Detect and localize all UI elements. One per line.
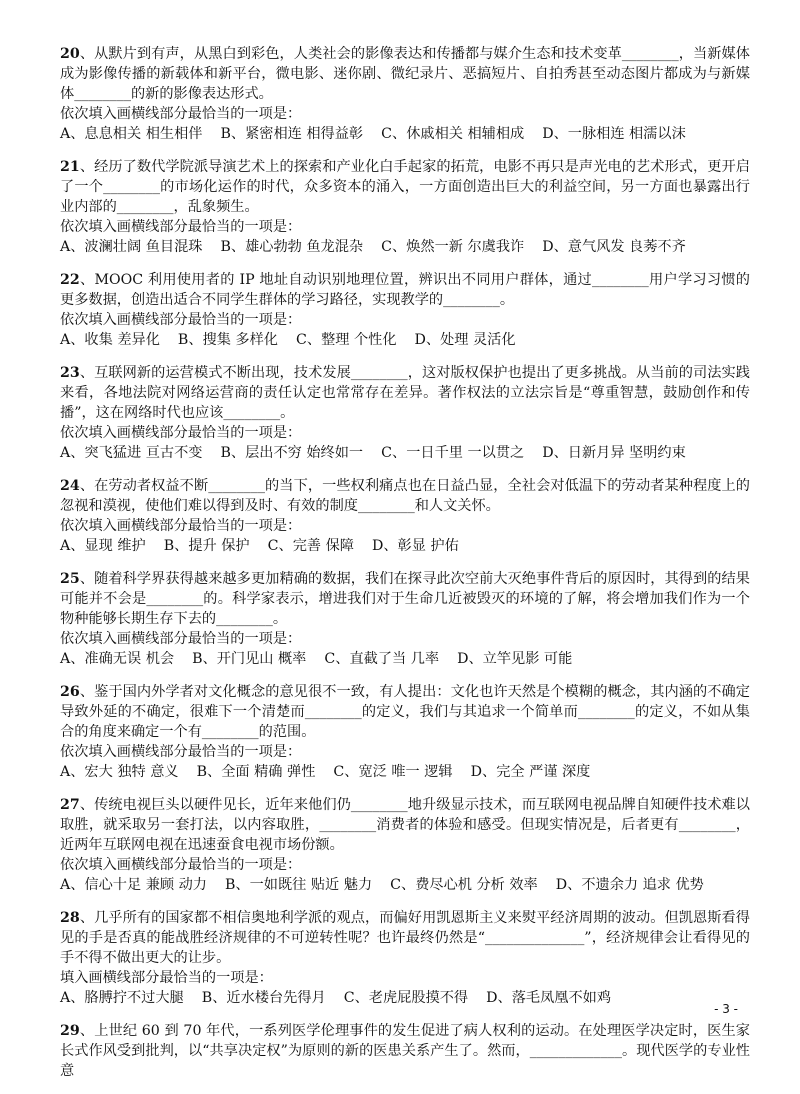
question-prompt: 依次填入画横线部分最恰当的一项是： xyxy=(60,518,302,534)
answer-options: A、收集 差异化 B、搜集 多样化 C、整理 个性化 D、处理 灵活化 xyxy=(60,332,516,348)
stem-text: 、经历了数代学院派导演艺术上的探索和产业化白手起家的拓荒，电影不再只是声光电的艺术形式，更开启了一个________的市场化运作的时代，众多资本的涌入，一方面创造出巨大的利益空间，另一方面也暴露出行业内部的________，乱象频生。 xyxy=(60,159,750,215)
stem-text: 、鉴于国内外学者对文化概念的意见很不一致，有人提出：文化也许天然是个模糊的概念，其内涵的不确定导致外延的不确定，很难下一个清楚而________的定义，我们与其追求一个简单而________的定义，不如从集合的角度来确定一个有________的范围。 xyxy=(60,684,750,740)
question-prompt: 依次填入画横线部分最恰当的一项是： xyxy=(60,631,302,647)
question-28 xyxy=(60,908,750,1008)
question-number: 26 xyxy=(60,684,80,700)
stem-text: 、MOOC 利用使用者的 IP 地址自动识别地理位置，辨识出不同用户群体，通过________用户学习习惯的更多数据，创造出适合不同学生群体的学习路径，实现教学的________。 xyxy=(60,272,750,308)
answer-options: A、信心十足 兼顾 动力 B、一如既往 贴近 魅力 C、费尽心机 分析 效率 D、不遗余力 追求 优势 xyxy=(60,877,704,893)
question-24 xyxy=(60,476,750,556)
answer-options: A、息息相关 相生相伴 B、紧密相连 相得益彰 C、休戚相关 相辅相成 D、一脉相连 相濡以沫 xyxy=(60,126,686,142)
stem-text: 、上世纪 60 到 70 年代，一系列医学伦理事件的发生促进了病人权利的运动。在处理医学决定时，医生家长式作风受到批判，以“共享决定权”为原则的新的医患关系产生了。然而，_____________。现代医学的专业性意 xyxy=(60,1023,750,1079)
stem-text: 、随着科学界获得越来越多更加精确的数据，我们在探寻此次空前大灭绝事件背后的原因时，其得到的结果可能并不会是________的。科学家表示，增进我们对于生命几近被毁灭的环境的了解，将会增加我们作为一个物种能够长期生存下去的________。 xyxy=(60,571,750,627)
stem-text: 、在劳动者权益不断________的当下，一些权利痛点也在日益凸显，全社会对低温下的劳动者某种程度上的忽视和漠视，使他们难以得到及时、有效的制度________和人文关怀。 xyxy=(60,478,750,514)
question-number: 29 xyxy=(60,1023,80,1039)
question-stem xyxy=(60,363,750,423)
question-stem xyxy=(60,908,750,968)
question-stem xyxy=(60,682,750,742)
question-23 xyxy=(60,363,750,463)
stem-text: 、几乎所有的国家都不相信奥地利学派的观点，而偏好用凯恩斯主义来熨平经济周期的波动。但凯恩斯看得见的手是否真的能战胜经济规律的不可逆转性呢？也许最终仍然是“______________”，经济规律会让看得见的手不得不做出更大的让步。 xyxy=(60,910,750,966)
question-prompt: 填入画横线部分最恰当的一项是： xyxy=(60,970,273,986)
question-prompt: 依次填入画横线部分最恰当的一项是： xyxy=(60,312,302,328)
question-number: 20 xyxy=(60,46,80,62)
question-stem xyxy=(60,569,750,629)
answer-options: A、准确无误 机会 B、开门见山 概率 C、直截了当 几率 D、立竿见影 可能 xyxy=(60,651,573,667)
question-22 xyxy=(60,270,750,350)
question-25 xyxy=(60,569,750,669)
question-number: 22 xyxy=(60,272,80,288)
stem-text: 、传统电视巨头以硬件见长，近年来他们仍________地升级显示技术，而互联网电视品牌自知硬件技术难以取胜，就采取另一套打法，以内容取胜，________消费者的体验和感受。但现实情况是，后者更有________，近两年互联网电视在迅速蚕食电视市场份额。 xyxy=(60,797,750,853)
question-number: 27 xyxy=(60,797,80,813)
stem-text: 、从默片到有声，从黑白到彩色，人类社会的影像表达和传播都与媒介生态和技术变革________，当新媒体成为影像传播的新载体和新平台，微电影、迷你剧、微纪录片、恶搞短片、自拍秀甚至动态图片都成为与新媒体________的新的影像表达形式。 xyxy=(60,46,750,102)
question-stem xyxy=(60,270,750,310)
question-stem xyxy=(60,476,750,516)
question-20 xyxy=(60,44,750,144)
answer-options: A、波澜壮阔 鱼目混珠 B、雄心勃勃 鱼龙混杂 C、焕然一新 尔虞我诈 D、意气风发 良莠不齐 xyxy=(60,239,686,255)
question-number: 21 xyxy=(60,159,80,175)
question-stem xyxy=(60,1021,750,1081)
exam-page xyxy=(60,44,750,1094)
answer-options: A、突飞猛进 亘古不变 B、层出不穷 始终如一 C、一日千里 一以贯之 D、日新月异 坚明约束 xyxy=(60,445,686,461)
question-stem xyxy=(60,795,750,855)
question-prompt: 依次填入画横线部分最恰当的一项是： xyxy=(60,425,302,441)
question-27 xyxy=(60,795,750,895)
question-number: 23 xyxy=(60,365,80,381)
question-number: 28 xyxy=(60,910,80,926)
question-prompt: 依次填入画横线部分最恰当的一项是： xyxy=(60,744,302,760)
answer-options: A、宏大 独特 意义 B、全面 精确 弹性 C、宽泛 唯一 逻辑 D、完全 严谨 深度 xyxy=(60,764,591,780)
question-29 xyxy=(60,1021,750,1081)
question-21 xyxy=(60,157,750,257)
question-stem xyxy=(60,44,750,104)
question-prompt: 依次填入画横线部分最恰当的一项是： xyxy=(60,106,302,122)
question-prompt: 依次填入画横线部分最恰当的一项是： xyxy=(60,857,302,873)
answer-options: A、显现 维护 B、提升 保护 C、完善 保障 D、彰显 护佑 xyxy=(60,538,459,554)
question-26 xyxy=(60,682,750,782)
question-prompt: 依次填入画横线部分最恰当的一项是： xyxy=(60,219,302,235)
answer-options: A、胳膊拧不过大腿 B、近水楼台先得月 C、老虎屁股摸不得 D、落毛凤凰不如鸡 xyxy=(60,990,612,1006)
question-number: 24 xyxy=(60,478,80,494)
page-number: - 3 - xyxy=(714,1002,738,1016)
question-stem xyxy=(60,157,750,217)
question-number: 25 xyxy=(60,571,80,587)
stem-text: 、互联网新的运营模式不断出现，技术发展________，这对版权保护也提出了更多挑战。从当前的司法实践来看，各地法院对网络运营商的责任认定也常常存在差异。著作权法的立法宗旨是“尊重智慧，鼓励创作和传播”，这在网络时代也应该________。 xyxy=(60,365,750,421)
